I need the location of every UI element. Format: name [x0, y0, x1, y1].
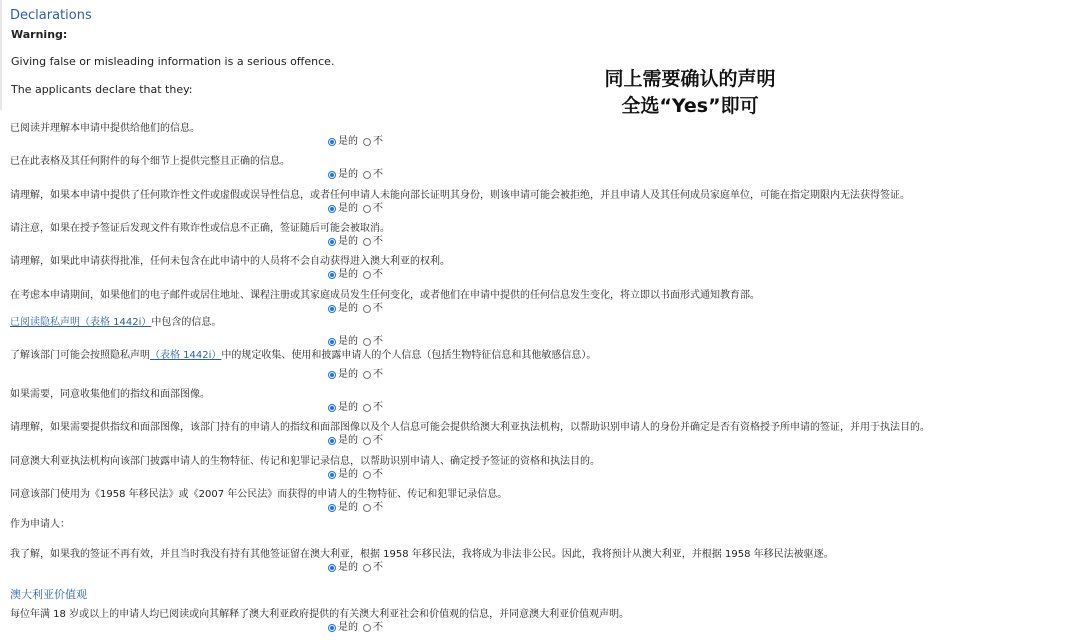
radio-no-label[interactable]: 不	[373, 435, 383, 446]
radio-yes[interactable]	[328, 138, 336, 146]
annotation-overlay	[560, 66, 820, 120]
declaration-radio-group	[328, 435, 388, 447]
radio-no-label[interactable]: 不	[373, 562, 383, 573]
radio-yes[interactable]	[328, 371, 336, 379]
radio-yes-label[interactable]: 是的	[338, 435, 358, 446]
radio-yes[interactable]	[328, 564, 336, 572]
radio-yes-label[interactable]: 是的	[338, 402, 358, 413]
radio-yes-label[interactable]: 是的	[338, 469, 358, 480]
section-title-declarations: Declarations	[10, 8, 92, 23]
radio-yes-label[interactable]: 是的	[338, 169, 358, 180]
warning-text: Giving false or misleading information is a serious offence.	[11, 55, 335, 68]
declaration-radio-group	[328, 469, 388, 481]
declaration-radio-group	[328, 622, 388, 634]
radio-no[interactable]	[363, 504, 371, 512]
radio-no[interactable]	[363, 271, 371, 279]
declaration-radio-group	[328, 303, 388, 315]
radio-yes[interactable]	[328, 338, 336, 346]
radio-yes[interactable]	[328, 238, 336, 246]
radio-yes[interactable]	[328, 271, 336, 279]
radio-yes[interactable]	[328, 504, 336, 512]
declaration-text	[10, 316, 221, 329]
radio-yes-label[interactable]: 是的	[338, 203, 358, 214]
declaration-radio-group	[328, 269, 388, 281]
declaration-text: 请理解，如果需要提供指纹和面部图像，该部门持有的申请人的指纹和面部图像以及个人信息可能会提供给澳大利亚执法机构，以帮助识别申请人的身份并确定是否有资格授予所申请的签证，并用于执法目的。	[10, 422, 930, 433]
radio-no[interactable]	[363, 238, 371, 246]
radio-no[interactable]	[363, 624, 371, 632]
radio-no[interactable]	[363, 338, 371, 346]
declaration-text-after: 中的规定收集、使用和披露申请人的个人信息（包括生物特征信息和其他敏感信息）。	[221, 350, 597, 361]
as-applicant-heading: 作为申请人：	[10, 519, 70, 530]
declaration-text: 同意该部门使用为《1958 年移民法》或《2007 年公民法》而获得的申请人的生物特征、传记和犯罪记录信息。	[10, 489, 508, 500]
declaration-text: 请理解，如果此申请获得批准，任何未包含在此申请中的人员将不会自动获得进入澳大利亚的权利。	[10, 256, 450, 267]
declaration-radio-group	[328, 169, 388, 181]
declaration-text: 同意澳大利亚执法机构向该部门披露申请人的生物特征、传记和犯罪记录信息，以帮助识别申请人、确定授予签证的资格和执法目的。	[10, 456, 600, 467]
values-text: 每位年满 18 岁或以上的申请人均已阅读或向其解释了澳大利亚政府提供的有关澳大利亚社会和价值观的信息，并同意澳大利亚价值观声明。	[10, 609, 630, 620]
radio-yes-label[interactable]: 是的	[338, 136, 358, 147]
radio-no-label[interactable]: 不	[373, 502, 383, 513]
radio-yes[interactable]	[328, 205, 336, 213]
declaration-text: 请理解，如果本申请中提供了任何欺诈性文件或虚假或误导性信息，或者任何申请人未能向部长证明其身份，则该申请可能会被拒绝，并且申请人及其任何成员家庭单位，可能在指定期限内无法获得签证。	[10, 190, 910, 201]
declaration-text-before: 了解该部门可能会按照隐私声明	[10, 350, 150, 361]
radio-yes[interactable]	[328, 171, 336, 179]
declaration-radio-group	[328, 203, 388, 215]
radio-yes-label[interactable]: 是的	[338, 336, 358, 347]
radio-yes-label[interactable]: 是的	[338, 236, 358, 247]
radio-no-label[interactable]: 不	[373, 369, 383, 380]
radio-yes-label[interactable]: 是的	[338, 622, 358, 633]
annotation-line-1: 同上需要确认的声明	[604, 68, 776, 90]
declaration-text: 已阅读并理解本申请中提供给他们的信息。	[10, 123, 200, 134]
declaration-text: 已在此表格及其任何附件的每个细节上提供完整且正确的信息。	[10, 156, 290, 167]
declaration-text	[10, 349, 596, 362]
radio-yes[interactable]	[328, 471, 336, 479]
radio-no-label[interactable]: 不	[373, 169, 383, 180]
radio-yes[interactable]	[328, 305, 336, 313]
radio-no-label[interactable]: 不	[373, 469, 383, 480]
left-divider	[0, 0, 2, 110]
radio-no-label[interactable]: 不	[373, 303, 383, 314]
radio-no[interactable]	[363, 371, 371, 379]
radio-no-label[interactable]: 不	[373, 269, 383, 280]
radio-no-label[interactable]: 不	[373, 622, 383, 633]
radio-no-label[interactable]: 不	[373, 402, 383, 413]
radio-yes[interactable]	[328, 437, 336, 445]
as-applicant-text: 我了解，如果我的签证不再有效，并且当时我没有持有其他签证留在澳大利亚，根据 1958 年移民法，我将成为非法非公民。因此，我将预计从澳大利亚，并根据 1958 年移民法被驱逐。	[10, 549, 834, 560]
radio-no[interactable]	[363, 138, 371, 146]
section-title-australian-values: 澳大利亚价值观	[10, 588, 87, 601]
radio-no[interactable]	[363, 205, 371, 213]
radio-no-label[interactable]: 不	[373, 203, 383, 214]
annotation-line-2: 全选“Yes”即可	[621, 95, 759, 117]
radio-no-label[interactable]: 不	[373, 336, 383, 347]
declaration-text: 在考虑本申请期间，如果他们的电子邮件或居住地址、课程注册或其家庭成员发生任何变化，或者他们在申请中提供的任何信息发生变化，将立即以书面形式通知教育部。	[10, 290, 760, 301]
radio-no[interactable]	[363, 171, 371, 179]
radio-no[interactable]	[363, 437, 371, 445]
intro-text: The applicants declare that they:	[11, 83, 193, 96]
radio-no-label[interactable]: 不	[373, 236, 383, 247]
privacy-form-link[interactable]: （表格 1442i）	[150, 350, 222, 361]
radio-no[interactable]	[363, 305, 371, 313]
radio-no[interactable]	[363, 404, 371, 412]
declaration-text: 请注意，如果在授予签证后发现文件有欺诈性或信息不正确，签证随后可能会被取消。	[10, 223, 390, 234]
radio-yes-label[interactable]: 是的	[338, 369, 358, 380]
radio-yes-label[interactable]: 是的	[338, 269, 358, 280]
declaration-radio-group	[328, 336, 388, 348]
warning-label: Warning:	[11, 28, 68, 41]
declaration-radio-group	[328, 236, 388, 248]
radio-no-label[interactable]: 不	[373, 136, 383, 147]
declaration-radio-group	[328, 562, 388, 574]
declaration-text: 如果需要，同意收集他们的指纹和面部图像。	[10, 389, 210, 400]
privacy-notice-link[interactable]: 已阅读隐私声明（表格 1442i）	[10, 317, 152, 328]
radio-no[interactable]	[363, 564, 371, 572]
radio-yes[interactable]	[328, 404, 336, 412]
radio-yes-label[interactable]: 是的	[338, 303, 358, 314]
declaration-radio-group	[328, 402, 388, 414]
radio-yes-label[interactable]: 是的	[338, 502, 358, 513]
declaration-text-after: 中包含的信息。	[151, 317, 222, 328]
declaration-radio-group	[328, 369, 388, 381]
radio-no[interactable]	[363, 471, 371, 479]
declaration-radio-group	[328, 502, 388, 514]
declaration-radio-group	[328, 136, 388, 148]
radio-yes-label[interactable]: 是的	[338, 562, 358, 573]
radio-yes[interactable]	[328, 624, 336, 632]
